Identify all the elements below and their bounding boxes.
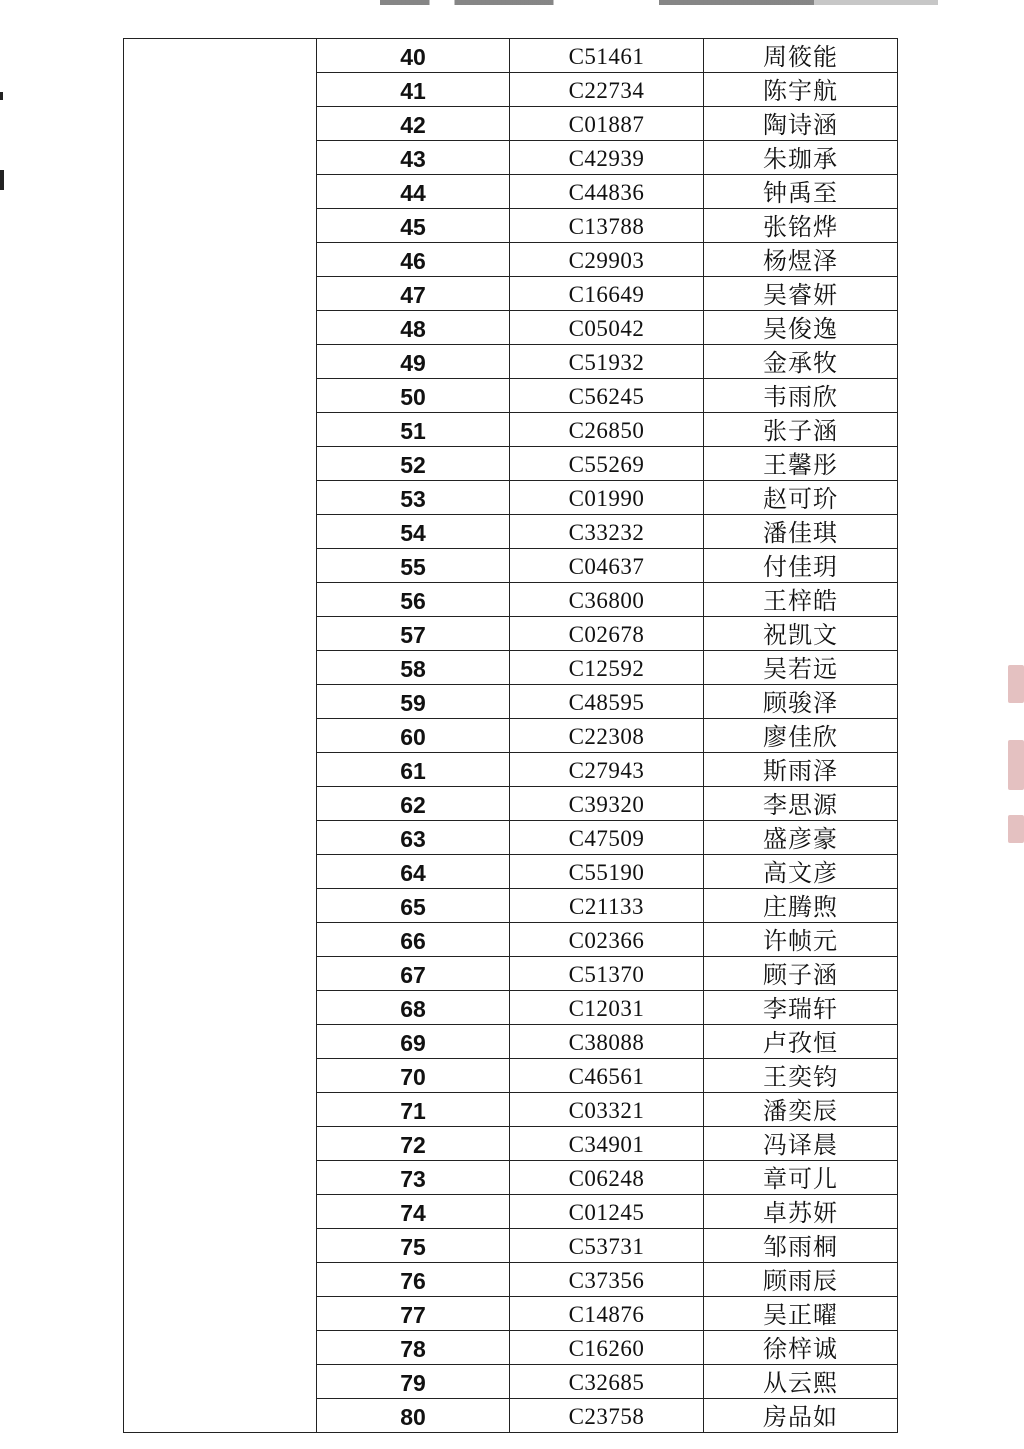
row-number-cell: 76 (317, 1263, 510, 1297)
row-number-cell: 42 (317, 107, 510, 141)
row-number-cell: 48 (317, 311, 510, 345)
row-number-cell: 59 (317, 685, 510, 719)
student-name-cell: 李瑞轩 (704, 991, 898, 1025)
row-number-cell: 66 (317, 923, 510, 957)
student-code-cell: C16260 (510, 1331, 704, 1365)
row-number-cell: 62 (317, 787, 510, 821)
student-code-cell: C04637 (510, 549, 704, 583)
row-number-cell: 51 (317, 413, 510, 447)
student-code-cell: C29903 (510, 243, 704, 277)
student-name-cell: 李思源 (704, 787, 898, 821)
student-name-cell: 朱珈承 (704, 141, 898, 175)
student-name-cell: 高文彦 (704, 855, 898, 889)
student-code-cell: C23758 (510, 1399, 704, 1433)
student-name-cell: 祝凯文 (704, 617, 898, 651)
group-cell (124, 39, 317, 1433)
row-number-cell: 45 (317, 209, 510, 243)
student-code-cell: C21133 (510, 889, 704, 923)
student-code-cell: C16649 (510, 277, 704, 311)
student-code-cell: C42939 (510, 141, 704, 175)
row-number-cell: 60 (317, 719, 510, 753)
student-code-cell: C14876 (510, 1297, 704, 1331)
row-number-cell: 71 (317, 1093, 510, 1127)
student-code-cell: C33232 (510, 515, 704, 549)
row-number-cell: 75 (317, 1229, 510, 1263)
row-number-cell: 54 (317, 515, 510, 549)
student-code-cell: C02678 (510, 617, 704, 651)
student-code-cell: C38088 (510, 1025, 704, 1059)
student-name-cell: 卓苏妍 (704, 1195, 898, 1229)
row-number-cell: 67 (317, 957, 510, 991)
row-number-cell: 57 (317, 617, 510, 651)
student-code-cell: C03321 (510, 1093, 704, 1127)
row-number-cell: 69 (317, 1025, 510, 1059)
red-stamp-fragment (1008, 740, 1024, 790)
student-name-cell: 盛彦豪 (704, 821, 898, 855)
scan-artifact-top (380, 0, 1000, 5)
row-number-cell: 72 (317, 1127, 510, 1161)
row-number-cell: 78 (317, 1331, 510, 1365)
student-code-cell: C48595 (510, 685, 704, 719)
student-name-cell: 王馨彤 (704, 447, 898, 481)
row-number-cell: 61 (317, 753, 510, 787)
student-name-cell: 庄腾煦 (704, 889, 898, 923)
student-name-cell: 廖佳欣 (704, 719, 898, 753)
student-name-cell: 张铭烨 (704, 209, 898, 243)
row-number-cell: 63 (317, 821, 510, 855)
student-name-cell: 吴睿妍 (704, 277, 898, 311)
row-number-cell: 40 (317, 39, 510, 73)
student-code-cell: C55269 (510, 447, 704, 481)
student-name-cell: 从云熙 (704, 1365, 898, 1399)
row-number-cell: 73 (317, 1161, 510, 1195)
student-name-cell: 徐梓诚 (704, 1331, 898, 1365)
row-number-cell: 74 (317, 1195, 510, 1229)
student-name-cell: 斯雨泽 (704, 753, 898, 787)
student-name-cell: 卢孜恒 (704, 1025, 898, 1059)
student-name-cell: 顾子涵 (704, 957, 898, 991)
student-code-cell: C53731 (510, 1229, 704, 1263)
roster-table (123, 38, 898, 1433)
row-number-cell: 53 (317, 481, 510, 515)
student-code-cell: C26850 (510, 413, 704, 447)
student-name-cell: 周筱能 (704, 39, 898, 73)
student-name-cell: 吴正曜 (704, 1297, 898, 1331)
row-number-cell: 41 (317, 73, 510, 107)
student-code-cell: C22308 (510, 719, 704, 753)
red-stamp-fragment (1008, 665, 1024, 703)
student-code-cell: C36800 (510, 583, 704, 617)
scan-artifact-left-mark (0, 170, 4, 190)
student-code-cell: C22734 (510, 73, 704, 107)
student-code-cell: C39320 (510, 787, 704, 821)
student-name-cell: 潘奕辰 (704, 1093, 898, 1127)
row-number-cell: 58 (317, 651, 510, 685)
red-stamp-fragment (1008, 815, 1024, 843)
student-code-cell: C27943 (510, 753, 704, 787)
row-number-cell: 52 (317, 447, 510, 481)
student-code-cell: C01245 (510, 1195, 704, 1229)
student-code-cell: C51461 (510, 39, 704, 73)
student-name-cell: 房品如 (704, 1399, 898, 1433)
row-number-cell: 77 (317, 1297, 510, 1331)
row-number-cell: 68 (317, 991, 510, 1025)
student-name-cell: 许帧元 (704, 923, 898, 957)
student-name-cell: 章可儿 (704, 1161, 898, 1195)
row-number-cell: 50 (317, 379, 510, 413)
student-name-cell: 赵可玠 (704, 481, 898, 515)
row-number-cell: 70 (317, 1059, 510, 1093)
student-name-cell: 付佳玥 (704, 549, 898, 583)
student-code-cell: C05042 (510, 311, 704, 345)
row-number-cell: 43 (317, 141, 510, 175)
student-name-cell: 杨煜泽 (704, 243, 898, 277)
row-number-cell: 64 (317, 855, 510, 889)
student-name-cell: 陈宇航 (704, 73, 898, 107)
row-number-cell: 55 (317, 549, 510, 583)
student-code-cell: C06248 (510, 1161, 704, 1195)
student-name-cell: 顾雨辰 (704, 1263, 898, 1297)
student-name-cell: 韦雨欣 (704, 379, 898, 413)
row-number-cell: 80 (317, 1399, 510, 1433)
student-name-cell: 钟禹至 (704, 175, 898, 209)
student-name-cell: 金承牧 (704, 345, 898, 379)
student-code-cell: C55190 (510, 855, 704, 889)
student-code-cell: C56245 (510, 379, 704, 413)
student-code-cell: C51932 (510, 345, 704, 379)
student-code-cell: C01990 (510, 481, 704, 515)
student-code-cell: C13788 (510, 209, 704, 243)
student-code-cell: C34901 (510, 1127, 704, 1161)
student-code-cell: C47509 (510, 821, 704, 855)
row-number-cell: 49 (317, 345, 510, 379)
row-number-cell: 56 (317, 583, 510, 617)
student-name-cell: 顾骏泽 (704, 685, 898, 719)
student-name-cell: 陶诗涵 (704, 107, 898, 141)
scan-artifact-left-mark (0, 92, 3, 100)
row-number-cell: 47 (317, 277, 510, 311)
row-number-cell: 46 (317, 243, 510, 277)
student-name-cell: 吴若远 (704, 651, 898, 685)
student-name-cell: 潘佳琪 (704, 515, 898, 549)
student-name-cell: 王梓皓 (704, 583, 898, 617)
student-code-cell: C32685 (510, 1365, 704, 1399)
student-name-cell: 邹雨桐 (704, 1229, 898, 1263)
student-name-cell: 吴俊逸 (704, 311, 898, 345)
student-code-cell: C02366 (510, 923, 704, 957)
student-code-cell: C37356 (510, 1263, 704, 1297)
row-number-cell: 44 (317, 175, 510, 209)
student-code-cell: C46561 (510, 1059, 704, 1093)
student-name-cell: 王奕钧 (704, 1059, 898, 1093)
student-name-cell: 冯译晨 (704, 1127, 898, 1161)
row-number-cell: 79 (317, 1365, 510, 1399)
student-code-cell: C01887 (510, 107, 704, 141)
student-code-cell: C12592 (510, 651, 704, 685)
student-code-cell: C12031 (510, 991, 704, 1025)
student-name-cell: 张子涵 (704, 413, 898, 447)
table-row (124, 39, 898, 73)
roster-table-body (124, 39, 898, 1433)
row-number-cell: 65 (317, 889, 510, 923)
student-code-cell: C44836 (510, 175, 704, 209)
student-code-cell: C51370 (510, 957, 704, 991)
